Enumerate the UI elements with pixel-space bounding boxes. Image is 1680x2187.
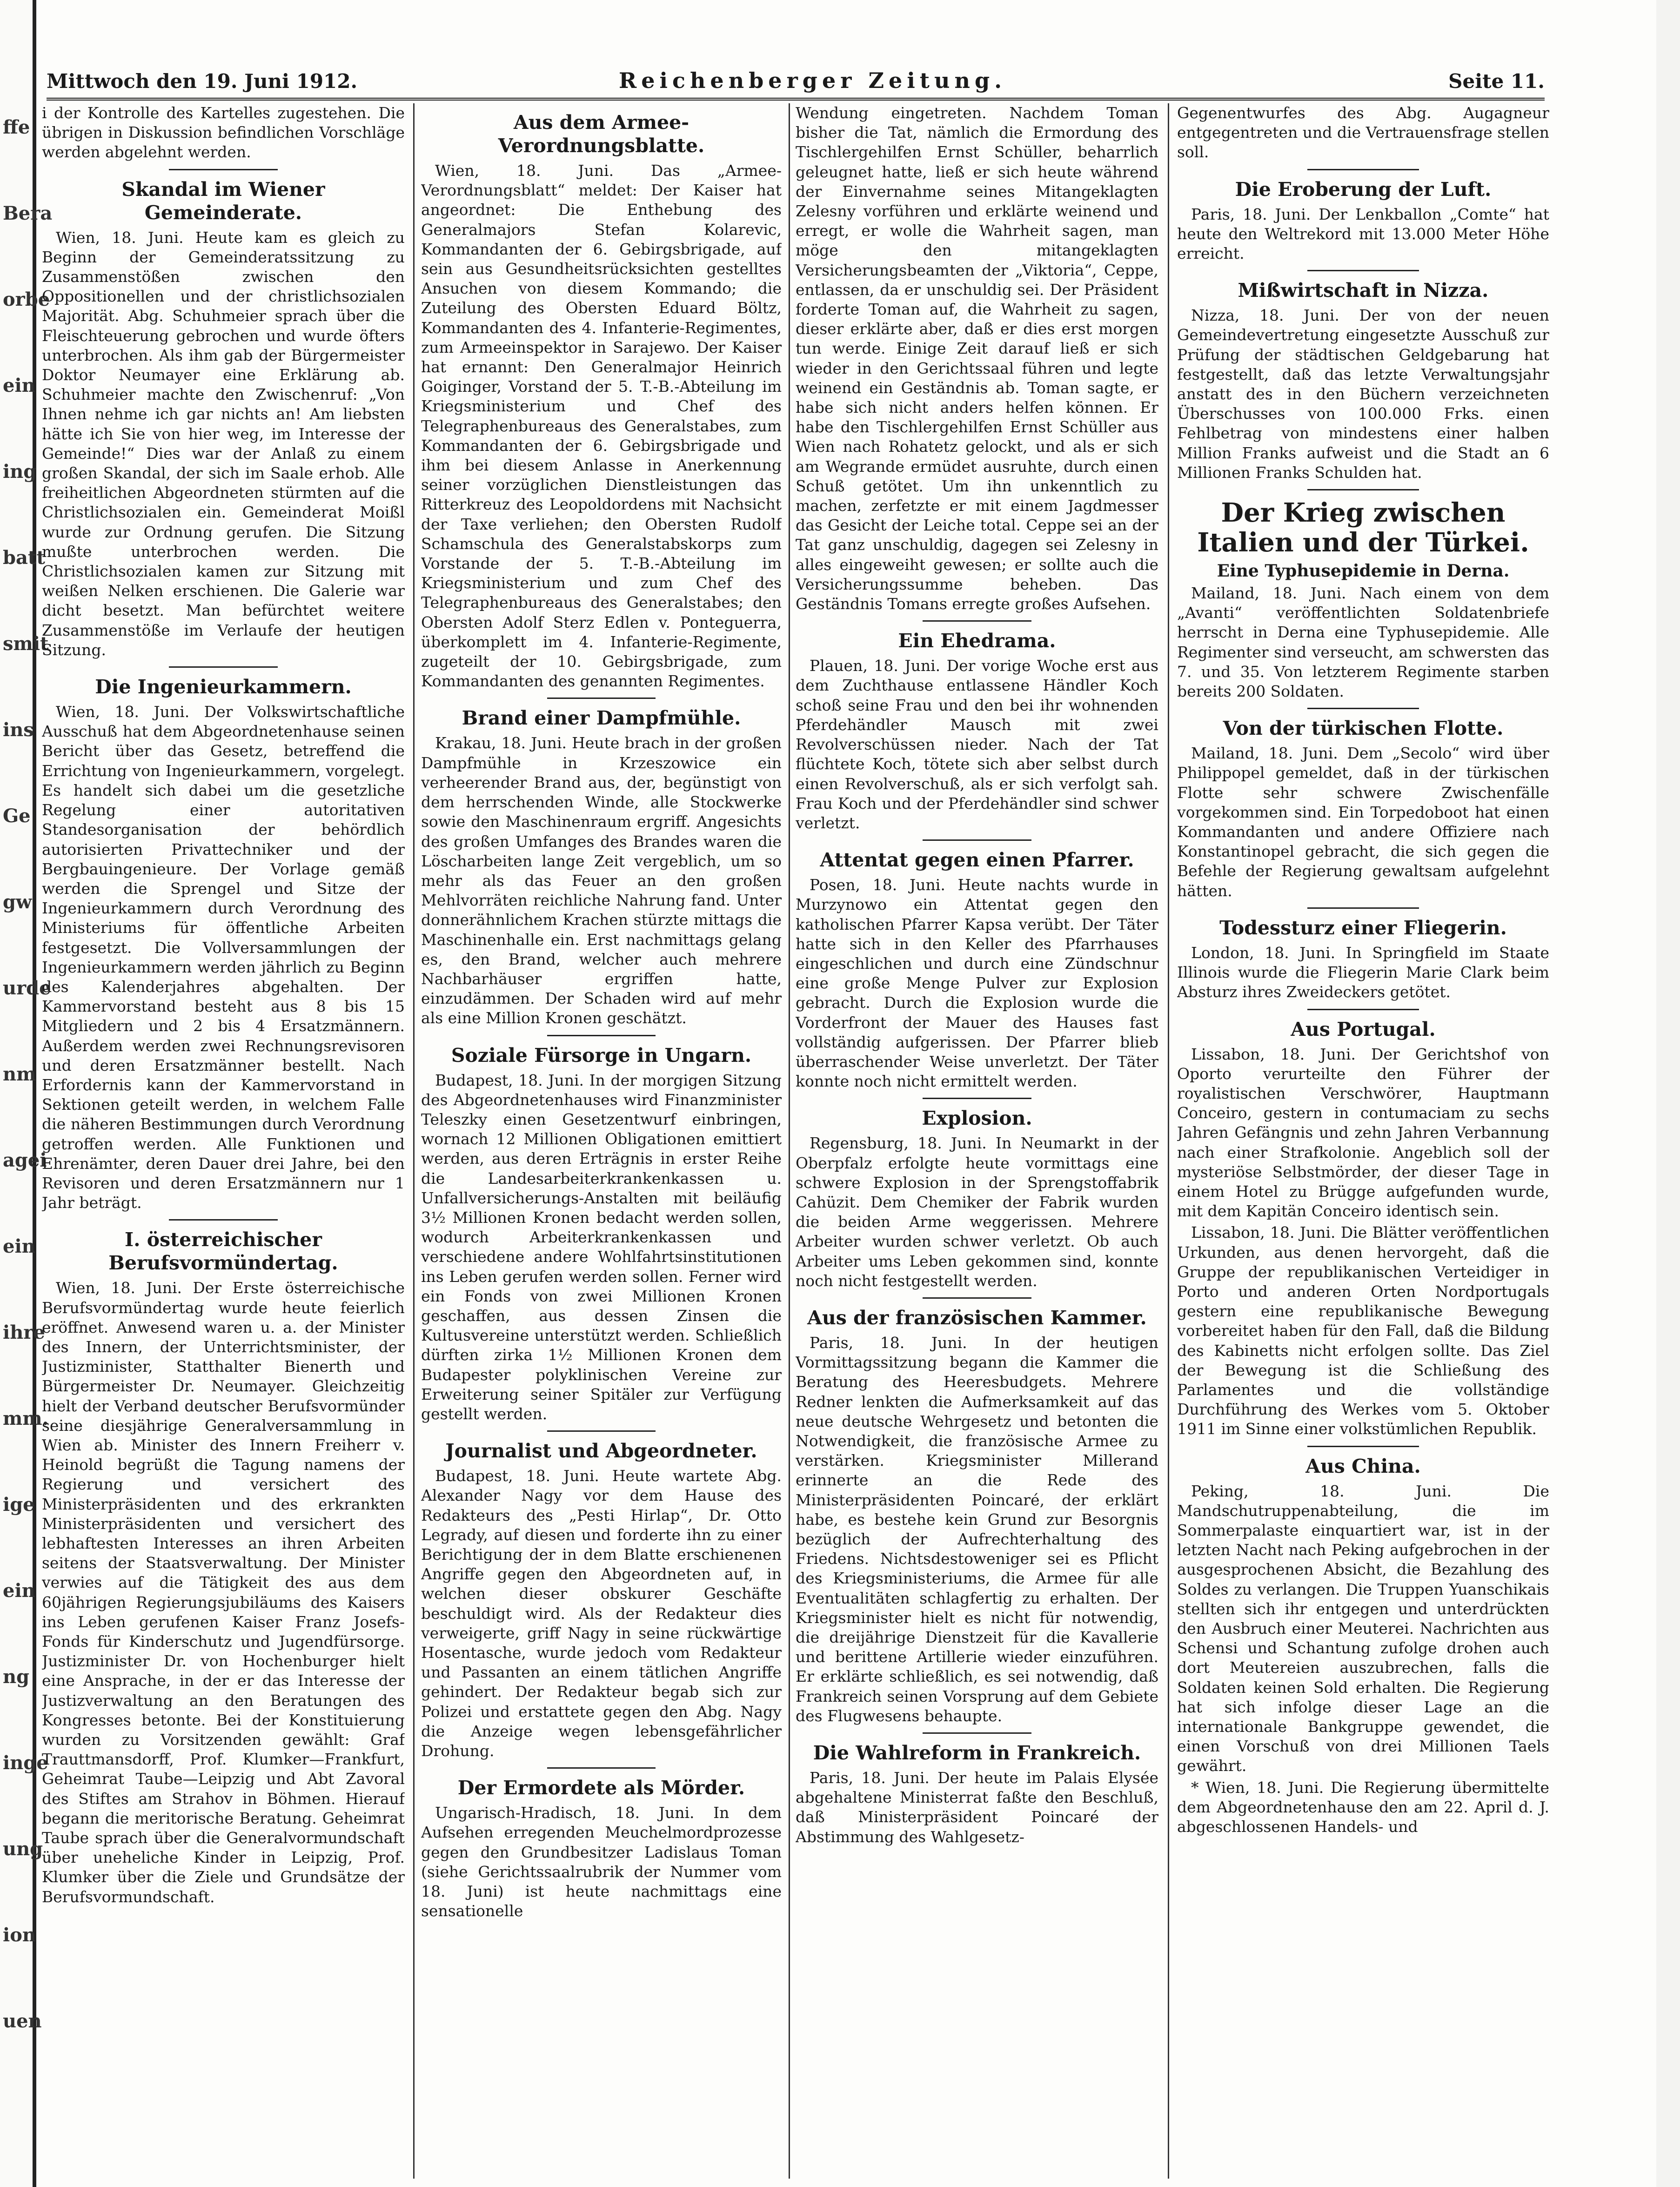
article-separator [923, 1732, 1031, 1734]
column-rule [789, 103, 790, 2179]
article-paragraph: Budapest, 18. Juni. In der morgigen Sitzung des Abgeordnetenhauses wird Finanzminister Teleszky einen Gesetzentwurf einbringen, wornach 12 Millionen Obligationen emittiert werden, aus deren Erträgnis in erster Reihe die Landesarbeiterkrankenkassen u. Unfallversicherungs-Anstalten mit beiläufig 3½ Millionen Kronen bedacht werden sollen, wodurch Arbeiterkrankenkassen und verschiedene andere Wohlfahrtsinstitutionen ins Leben gerufen werden sollen. Ferner wird ein Fonds von zwei Millionen Kronen geschaffen, aus dessen Zinsen die Kultusvereine unterstützt werden. Schließlich dürften zirka 1½ Millionen Kronen dem Budapester polyklinischen Vereine zur Erweiterung seiner Spitäler zur Verfügung gestellt werden. [421, 1071, 782, 1423]
article [796, 620, 1158, 833]
article-headline: Soziale Fürsorge in Ungarn. [451, 1044, 752, 1067]
article [421, 1035, 782, 1424]
adjacent-page-fragment: Ge [3, 805, 31, 827]
article-separator [923, 1098, 1031, 1099]
article-separator [547, 698, 656, 699]
adjacent-page-fragment: ffe [3, 116, 30, 138]
article-headline: Mißwirtschaft in Nizza. [1238, 279, 1489, 302]
adjacent-page-fragment: smit [3, 633, 49, 655]
article-separator [1307, 489, 1419, 490]
article-headline: Ein Ehedrama. [898, 630, 1056, 652]
header-date: Mittwoch den 19. Juni 1912. [47, 70, 358, 93]
article-paragraph: Wien, 18. Juni. Das „Armee-Verordnungsblatt“ meldet: Der Kaiser hat angeordnet: Die Enthebung des Generalmajors Stefan Kolarevic, Kommandanten der 6. Gebirgsbrigade, auf sein aus Gesundheitsrücksichten gestelltes Ansuchen von diesem Kommando; die Zuteilung des Obersten Eduard Böltz, Kommandanten des 4. Infanterie-Regimentes, zum Armeeinspektor in Sarajewo. Der Kaiser hat ernannt: Den Generalmajor Heinrich Goiginger, Vorstand der 5. T.-B.-Abteilung im Kriegsministerium und Chef des Telegraphenbureaus des Generalstabes, zum Kommandanten der 6. Gebirgsbrigade und ihm bei diesem Anlasse in Anerkennung seiner vorzüglichen Dienstleistungen das Ritterkreuz des Leopoldordens mit Nachsicht der Taxe verliehen; den Obersten Rudolf Schamschula des Generalstabskorps zum Vorstande der 5. T.-B.-Abteilung im Kriegsministerium und zum Chef des Telegraphenbureaus des Generalstabes; den Obersten Adolf Sterz Edlen v. Ponteguerra, überkomplett im 4. Infanterie-Regimente, zugeteilt der 10. Gebirgsbrigade, zum Kommandanten des genannten Regimentes. [421, 161, 782, 691]
column-1 [42, 103, 405, 2179]
article-paragraph: Paris, 18. Juni. In der heutigen Vormittagssitzung begann die Kammer die Beratung des Heeresbudgets. Mehrere Redner lenkten die Aufmerksamkeit auf das neue deutsche Wehrgesetz und betonten die Notwendigkeit, die französische Armee zu verstärken. Kriegsminister Millerand erinnerte an die Rede des Ministerpräsidenten Poincaré, der erklärt habe, es bestehe kein Grund zur Besorgnis bezüglich der Aufrechterhaltung des Friedens. Nichtsdestoweniger sei es Pflicht des Kriegsministeriums, die Armee für alle Eventualitäten schlagfertig zu erhalten. Der Kriegsminister hielt es nicht für notwendig, die dreijährige Dienstzeit für die Kavallerie und berittene Artillerie wieder einzuführen. Er erklärte schließlich, es sei notwendig, daß Frankreich seinen Vorsprung auf dem Gebiete des Flugwesens behaupte. [796, 1333, 1158, 1725]
adjacent-page-fragment: ng [3, 1666, 30, 1688]
article-paragraph: Gegenentwurfes des Abg. Augagneur entgegentreten und die Vertrauensfrage stellen soll. [1177, 104, 1549, 161]
column-4 [1177, 103, 1549, 2179]
article [1177, 103, 1549, 162]
article-separator [1307, 270, 1419, 271]
article-paragraph: Lissabon, 18. Juni. Der Gerichtshof von Oporto verurteilte den Führer der royalistischen Verschwörer, Hauptmann Conceiro, gestern in contumaciam zu sechs Jahren Gefängnis und zehn Jahren Verbannung nach einer Strafkolonie. Angeblich soll der mysteriöse Selbstmörder, der dieser Tage in einem Hotel zu Brügge aufgefunden wurde, mit dem Kapitän Conceiro identisch sein. [1177, 1045, 1549, 1221]
article-headline: Brand einer Dampfmühle. [462, 707, 741, 730]
article-paragraph: Wien, 18. Juni. Der Erste österreichische Berufsvormündertag wurde heute feierlich eröffnet. Anwesend waren u. a. der Minister des Innern, der Unterrichtsminister, der Justizminister, Statthalter Bienerth und Bürgermeister Dr. Neumayer. Gleichzeitig hielt der Verband deutscher Berufsvormünder seine diesjährige Generalversammlung in Wien ab. Minister des Innern Freiherr v. Heinold begrüßt die Tagung namens der Regierung und versichert des Ministerpräsidenten und des erkrankten Ministerpräsidenten und versichert des lebhaftesten Interesses an ihren Arbeiten seitens der Staatsverwaltung. Der Minister verwies auf die Tätigkeit des aus dem 60jährigen Regierungsjubiläums des Kaisers ins Leben gerufenen Kaiser Franz Josefs-Fonds für Kinderschutz und Jugendfürsorge. Justizminister Dr. von Hochenburger hielt eine Ansprache, in der er das Interesse der Justizverwaltung an den Beratungen des Kongresses betonte. Bei der Konstituierung wurden zu Vorsitzenden gewählt: Graf Trauttmansdorff, Prof. Klumker—Frankfurt, Geheimrat Taube—Leipzig und Abt Zavoral des Stiftes am Strahov in Böhmen. Hierauf begann die meritorische Beratung. Geheimrat Taube sprach über die Generalvormundschaft über uneheliche Kinder in Leipzig, Prof. Klumker über die Ziele und Grundsätze der Berufsvormundschaft. [42, 1279, 405, 1906]
article-paragraph: Plauen, 18. Juni. Der vorige Woche erst aus dem Zuchthause entlassene Händler Koch schoß seine Frau und den bei ihr wohnenden Pferdehändler Mausch mit zwei Revolverschüssen nieder. Nach der Tat flüchtete Koch, tötete sich aber selbst durch einen Revolverschuß, als er sich verfolgt sah. Frau Koch und der Pferdehändler sind schwer verletzt. [796, 657, 1158, 832]
article-paragraph: Nizza, 18. Juni. Der von der neuen Gemeindevertretung eingesetzte Ausschuß zur Prüfung der städtischen Geldgebarung hat festgestellt, daß das letzte Verwaltungsjahr anstatt des in den Büchern verzeichneten Überschusses von 100.000 Frks. einen Fehlbetrag von mindestens einer halben Million Franks aufweist und die Stadt an 6 Millionen Franks Schulden hat. [1177, 306, 1549, 482]
article-paragraph: Regensburg, 18. Juni. In Neumarkt in der Oberpfalz erfolgte heute vormittags eine schwere Explosion in der Sprengstoffabrik Cahüzit. Dem Chemiker der Fabrik wurden die beiden Arme weggerissen. Mehrere Arbeiter wurden schwer verletzt. Ob auch Arbeiter ums Leben gekommen sind, konnte noch nicht festgestellt werden. [796, 1134, 1158, 1290]
article [1177, 270, 1549, 483]
page-number: Seite 11. [1448, 70, 1545, 93]
article-headline: Aus China. [1305, 1455, 1421, 1477]
article [1177, 907, 1549, 1002]
article-paragraph: Wien, 18. Juni. Heute kam es gleich zu Beginn der Gemeinderatssitzung zu Zusammenstößen zwischen den Oppositionellen und der christlichsozialen Majorität. Abg. Schuhmeier sprach über die Fleischteuerung gebrochen und wurde öfters unterbrochen. Als ihm gab der Bürgermeister Doktor Neumayer eine Erklärung ab. Schuhmeier machte den Zwischenruf: „Von Ihnen nehme ich gar nichts an! Am liebsten hätte ich Sie von hier weg, im Interesse der Gemeinde!“ Dies war der Anlaß zu einem großen Skandal, der sich im Saale erhob. Alle freiheitlichen Abgeordneten stürmten auf die Christlichsozialen ein. Gemeinderat Moißl wurde zur Ordnung gerufen. Die Sitzung mußte unterbrochen werden. Die Christlichsozialen kamen zur Sitzung mit weißen Nelken erschienen. Die Galerie war dicht besetzt. Man befürchtet weitere Zusammenstöße im Verlaufe der heutigen Sitzung. [42, 228, 405, 659]
article-separator [1307, 907, 1419, 909]
adjacent-page-fragment: ihre [3, 1322, 45, 1343]
article-headline: Skandal im Wiener Gemeinderate. [121, 178, 325, 224]
article-paragraph: London, 18. Juni. In Springfield im Staate Illinois wurde die Fliegerin Marie Clark beim Absturz ihres Zweideckers getötet. [1177, 943, 1549, 1001]
article-headline: Journalist und Abgeordneter. [445, 1440, 757, 1462]
article [796, 1732, 1158, 1847]
newspaper-title: Reichenberger Zeitung. [619, 68, 1007, 93]
article [1177, 708, 1549, 901]
article-paragraph: * Wien, 18. Juni. Die Regierung übermittelte dem Abgeordnetenhause den am 22. April d. J. abgeschlossenen Handels- und [1177, 1778, 1549, 1836]
article-separator [923, 1297, 1031, 1299]
article-paragraph: Paris, 18. Juni. Der Lenkballon „Comte“ hat heute den Weltrekord mit 13.000 Meter Höhe erreicht. [1177, 205, 1549, 263]
article [421, 1767, 782, 1921]
article [796, 839, 1158, 1091]
article-headline: Die Ingenieurkammern. [95, 676, 352, 698]
adjacent-page-fragment: ein [3, 1235, 35, 1257]
article-paragraph: Budapest, 18. Juni. Heute wartete Abg. Alexander Nagy vor dem Hause des Redakteurs des „Pesti Hirlap“, Dr. Otto Legrady, auf diesen und forderte ihn zu einer Berichtigung der in dem Blatte erschienenen Angriffe gegen den Abgeordneten auf, in welchen dieser obskurer Geschäfte beschuldigt wird. Als der Redakteur dies verweigerte, griff Nagy in seine rückwärtige Hosentasche, wurde jedoch vom Redakteur und Passanten an einem tätlichen Angriffe gehindert. Der Redakteur begab sich zur Polizei und erstattete gegen den Abg. Nagy die Anzeige wegen lebensgefährlicher Drohung. [421, 1467, 782, 1760]
article-separator [1307, 1446, 1419, 1447]
article-separator [547, 1035, 656, 1036]
adjacent-page-fragment: urde [3, 977, 51, 999]
article-headline: Die Wahlreform in Frankreich. [813, 1742, 1141, 1764]
article-separator [1307, 708, 1419, 709]
page-header [47, 65, 1545, 101]
article-separator [169, 666, 278, 668]
adjacent-page-fragment: ion [3, 1924, 36, 1946]
adjacent-page-fragment: mm. [3, 1408, 49, 1429]
article-headline: Die Eroberung der Luft. [1235, 178, 1492, 201]
article [421, 111, 782, 691]
page-margin [1656, 0, 1680, 2187]
article [796, 103, 1158, 614]
adjacent-page-fragment: inge [3, 1752, 48, 1774]
article-paragraph: Paris, 18. Juni. Der heute im Palais Elysée abgehaltene Ministerrat faßte den Beschluß, daß Ministerpräsident Poincaré der Abstimmung des Wahlgesetz- [796, 1769, 1158, 1846]
article-separator [923, 839, 1031, 841]
article-headline: Der Krieg zwischen Italien und der Türkei. [1197, 497, 1529, 558]
adjacent-page-fragment: ein [3, 375, 35, 396]
adjacent-page-fragment: nm [3, 1063, 36, 1085]
article [1177, 1009, 1549, 1439]
article-paragraph: Krakau, 18. Juni. Heute brach in der großen Dampfmühle in Krzeszowice ein verheerender Brand aus, der, begünstigt von dem herrschenden Winde, alle Stockwerke sowie den Maschinenraum ergriff. Angesichts des großen Umfanges des Brandes waren die Löscharbeiten lange Zeit vergeblich, um so mehr als das Feuer an den großen Mehlvorräten reichliche Nahrung fand. Unter donnerähnlichem Krachen stürzte mittags die Maschinenhalle ein. Erst nachmittags gelang es, den Brand, welcher auch mehrere Nachbarhäuser ergriffen hatte, einzudämmen. Der Schaden wird auf mehr als eine Million Kronen geschätzt. [421, 734, 782, 1027]
article-headline: Aus der französischen Kammer. [807, 1306, 1147, 1329]
article [42, 666, 405, 1213]
article-paragraph: Mailand, 18. Juni. Nach einem von dem „Avanti“ veröffentlichten Soldatenbriefe herrscht in Derna eine Typhusepidemie. Alle Regimenter sind verseucht, am schwersten das 7. und 35. Von letzterem Regimente starben bereits 200 Soldaten. [1177, 584, 1549, 701]
adjacent-page-fragment: agei [3, 1149, 47, 1171]
adjacent-page-fragment: ein [3, 1580, 35, 1602]
article-separator [1307, 169, 1419, 170]
article-headline: Aus Portugal. [1291, 1018, 1436, 1040]
article-headline: Attentat gegen einen Pfarrer. [820, 849, 1134, 872]
adjacent-page-fragment: ige [3, 1494, 35, 1516]
article-headline: Der Ermordete als Mörder. [457, 1777, 745, 1799]
article [42, 103, 405, 162]
article-headline: Von der türkischen Flotte. [1223, 717, 1504, 740]
column-rule [413, 103, 415, 2179]
article [1177, 489, 1549, 701]
article-paragraph: Lissabon, 18. Juni. Die Blätter veröffentlichen Urkunden, aus denen hervorgeht, daß die Gruppe der republikanischen Verteidiger in Porto und anderen Orten Nordportugals gestern eine republikanische Bewegung vorbereitet haben für den Fall, daß die Bildung des Kabinetts nicht erfolgen sollte. Das Ziel der Bewegung ist die Schließung des Parlamentes und die vollständige Durchführung des Werkes vom 5. Oktober 1911 im Sinne einer volkstümlichen Republik. [1177, 1223, 1549, 1438]
article-headline: Aus dem Armee-Verordnungsblatte. [498, 111, 705, 157]
adjacent-page-fragment: Bera [3, 202, 53, 224]
column-2 [421, 103, 782, 2179]
adjacent-page-fragment: orbe [3, 288, 50, 310]
article-paragraph: Wendung eingetreten. Nachdem Toman bisher die Tat, nämlich die Ermordung des Tischlergehilfen Ernst Schüller, beharrlich geleugnet hatte, ließ er sich heute während der Einvernahme seines Mitangeklagten Zelesny vorführen und erklärte weinend und erregt, er wolle die Wahrheit sagen, man möge den mitangeklagten Versicherungsbeamten der „Viktoria“, Ceppe, entlassen, da er unschuldig sei. Der Präsident forderte Toman auf, die Wahrheit zu sagen, dieser erklärte aber, daß er dies erst morgen tun werde. Einige Zeit darauf ließ er sich wieder in den Gerichtssaal führen und legte weinend ein Geständnis ab. Toman sagte, er habe sich nicht anders helfen können. Er habe den Tischlergehilfen Ernst Schüller aus Wien nach Rohatetz gelockt, und als er sich am Wegrande ermüdet ausruhte, durch einen Schuß getötet. Um ihn unkenntlich zu machen, zerfetzte er mit einem Jagdmesser das Gesicht der Leiche total. Ceppe sei an der Tat ganz unschuldig, dagegen sei Zelesny in alles eingeweiht gewesen; er sollte auch die Versicherungssumme beheben. Das Geständnis Tomans erregte großes Aufsehen. [796, 104, 1158, 613]
column-rule [1168, 103, 1169, 2179]
article [42, 1219, 405, 1907]
article [421, 1430, 782, 1761]
adjacent-page-fragment: uen [3, 2010, 42, 2032]
article [1177, 169, 1549, 264]
article-paragraph: Wien, 18. Juni. Der Volkswirtschaftliche Ausschuß hat dem Abgeordnetenhause seinen Bericht über das Gesetz, betreffend die Errichtung von Ingenieurkammern, vorgelegt. Es handelt sich dabei um die gesetzliche Regelung einer autoritativen Standesorganisation der behördlich autorisierten Privattechniker und der Bergbauingenieure. Der Vorlage gemäß werden die Sprengel und Sitze der Ingenieurkammern durch Verordnung des Ministeriums für öffentliche Arbeiten festgesetzt. Die Vollversammlungen der Ingenieurkammern werden jährlich zu Beginn des Kalenderjahres abgehalten. Der Kammervorstand besteht aus 8 bis 15 Mitgliedern und 2 bis 4 Ersatzmännern. Außerdem werden zwei Rechnungsrevisoren und deren Ersatzmänner bestellt. Nach Erfordernis kann der Kammervorstand in Sektionen geteilt werden, in welchem Falle die näheren Bestimmungen durch Verordnung getroffen werden. Alle Funktionen und Ehrenämter, deren Dauer drei Jahre, bei den Revisoren und deren Ersatzmännern nur 1 Jahr beträgt. [42, 703, 405, 1212]
article-separator [169, 169, 278, 170]
article-separator [923, 620, 1031, 622]
article-paragraph: Ungarisch-Hradisch, 18. Juni. In dem Aufsehen erregenden Meuchelmordprozesse gegen den Grundbesitzer Ladislaus Toman (siehe Gerichtssaalrubrik der Nummer vom 18. Juni) ist heute nachmittags eine sensationelle [421, 1804, 782, 1920]
article-paragraph: Mailand, 18. Juni. Dem „Secolo“ wird über Philippopel gemeldet, daß in der türkischen Flotte sehr schwere Zwischenfälle vorgekommen sind. Ein Torpedoboot hat einen Kommandanten und andere Offiziere nach Konstantinopel gebracht, die sich gegen die Befehle der Regierung gewaltsam aufgelehnt hätten. [1177, 744, 1549, 900]
article-separator [169, 1219, 278, 1221]
adjacent-page-edge [0, 0, 53, 2187]
article [1177, 1446, 1549, 1837]
article [796, 1297, 1158, 1726]
article-headline: Todessturz einer Fliegerin. [1219, 916, 1507, 939]
adjacent-page-fragment: ung [3, 1838, 43, 1860]
article [42, 169, 405, 660]
article-paragraph: Posen, 18. Juni. Heute nachts wurde in Murzynowo ein Attentat gegen den katholischen Pfarrer Kapsa verübt. Der Täter hatte sich in den Keller des Pfarrhauses eingeschlichen und durch eine Zündschnur eine große Menge Pulver zur Explosion gebracht. Durch die Explosion wurde die Vorderfront der Mauer des Hauses fast vollständig aufgerissen. Der Pfarrer blieb überraschender Weise unverletzt. Der Täter konnte noch nicht ermittelt werden. [796, 876, 1158, 1091]
article [796, 1098, 1158, 1291]
article-separator [547, 1430, 656, 1432]
article-separator [547, 1767, 656, 1769]
article-separator [1307, 1009, 1419, 1010]
article-headline: Explosion. [922, 1107, 1032, 1130]
article-paragraph: i der Kontrolle des Kartelles zugestehen. Die übrigen in Diskussion befindlichen Vorschläge werden abgelehnt werden. [42, 104, 405, 161]
column-3 [796, 103, 1158, 2179]
adjacent-page-fragment: gw [3, 891, 32, 913]
adjacent-page-fragment: batt [3, 547, 45, 569]
article-paragraph: Peking, 18. Juni. Die Mandschutruppenabteilung, die im Sommerpalaste einquartiert war, ist in der letzten Nacht nach Peking aufgebrochen in der ausgesprochenen Absicht, die Bezahlung des Soldes zu verlangen. Die Truppen Yuanschikais stellten sich ihr entgegen und unterdrückten den Ausbruch einer Meuterei. Nachrichten aus Schensi und Schantung zufolge drohen auch dort Meutereien auszubrechen, falls die Soldaten keinen Sold erhalten. Die Regierung hat sich infolge dieser Lage an die internationale Bankgruppe gewendet, die einen Vorschuß von drei Millionen Taels gewährt. [1177, 1482, 1549, 1775]
article-headline: I. österreichischer Berufsvormündertag. [108, 1228, 338, 1275]
adjacent-page-fragment: ins [3, 719, 34, 741]
article-subheadline: Eine Typhusepidemie in Derna. [1217, 561, 1510, 581]
adjacent-page-fragment: ing [3, 461, 37, 483]
article [421, 698, 782, 1028]
